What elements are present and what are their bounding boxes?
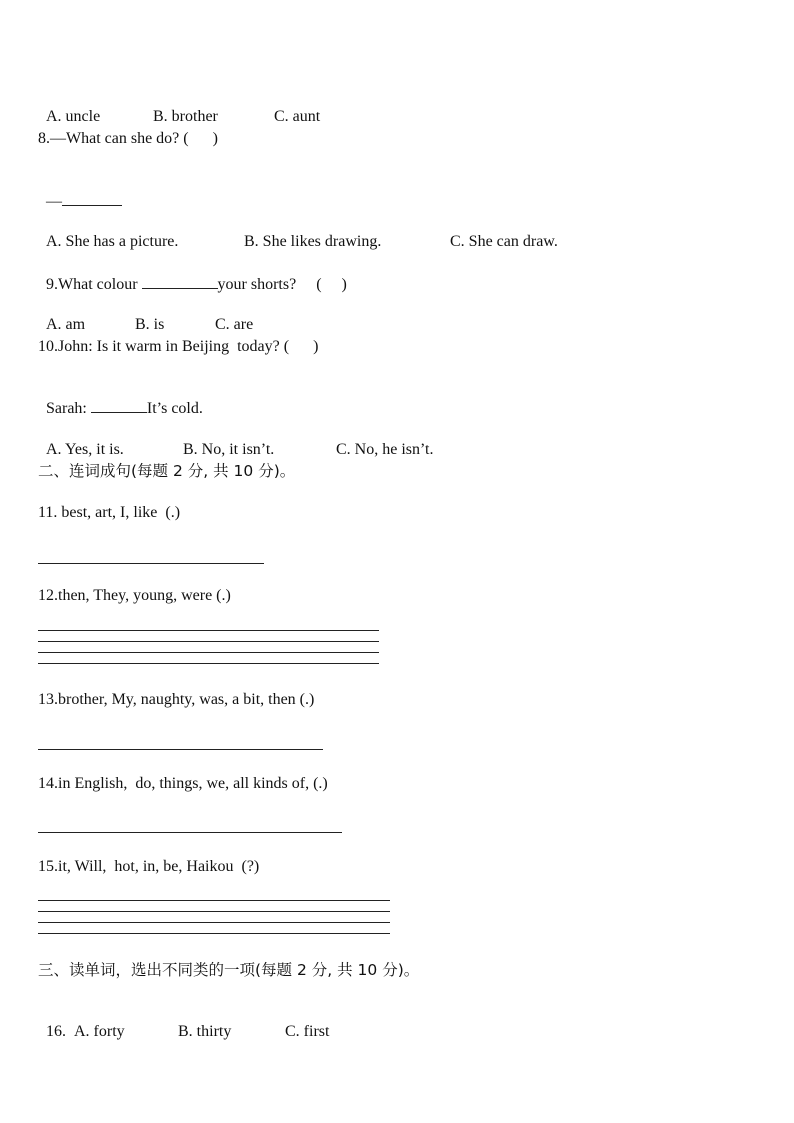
q16-option-c: C. first bbox=[285, 1023, 330, 1040]
q8-answer-line bbox=[38, 171, 122, 212]
q7-option-b: B. brother bbox=[153, 108, 218, 125]
q15-answer-line-2[interactable] bbox=[38, 911, 390, 912]
q10-answer-line bbox=[38, 378, 203, 419]
q16-option-a: A. forty bbox=[74, 1023, 125, 1040]
q8-dash: — bbox=[46, 193, 62, 210]
q12-question: 12.then, They, young, were (.) bbox=[38, 587, 231, 604]
q10-answer-suffix: It’s cold. bbox=[146, 400, 203, 417]
q16-option-b: B. thirty bbox=[178, 1023, 232, 1040]
q10-option-a: A. Yes, it is. bbox=[46, 441, 124, 458]
section-3-heading: 三、读单词，选出不同类的一项(每题 2 分, 共 10 分)。 bbox=[38, 961, 420, 979]
q10-question: 10.John: Is it warm in Beijing today? ( ) bbox=[38, 338, 319, 355]
section-2-heading: 二、连词成句(每题 2 分, 共 10 分)。 bbox=[38, 462, 296, 480]
q11-question: 11. best, art, I, like (.) bbox=[38, 504, 181, 521]
q9-option-b: B. is bbox=[135, 316, 165, 333]
q15-answer-line-3[interactable] bbox=[38, 922, 390, 923]
q9-suffix: your shorts? ( ) bbox=[217, 276, 347, 293]
q7-option-c: C. aunt bbox=[274, 108, 321, 125]
q14-question: 14.in English, do, things, we, all kinds of, (.) bbox=[38, 775, 328, 792]
q16-number: 16. bbox=[46, 1023, 66, 1040]
q9-question bbox=[38, 254, 347, 295]
q8-option-c: C. She can draw. bbox=[450, 233, 558, 250]
q15-question: 15.it, Will, hot, in, be, Haikou (?) bbox=[38, 858, 260, 875]
q9-option-a: A. am bbox=[46, 316, 86, 333]
q12-answer-line-2[interactable] bbox=[38, 641, 379, 642]
q9-options bbox=[38, 295, 253, 335]
q12-answer-line-1[interactable] bbox=[38, 630, 379, 631]
q8-option-a: A. She has a picture. bbox=[46, 233, 179, 250]
q15-answer-line-1[interactable] bbox=[38, 900, 390, 901]
q16-line bbox=[38, 1002, 329, 1042]
q10-blank bbox=[91, 398, 147, 413]
q15-answer-line-4[interactable] bbox=[38, 933, 390, 934]
q13-question: 13.brother, My, naughty, was, a bit, then (.) bbox=[38, 691, 315, 708]
q13-answer-line[interactable] bbox=[38, 749, 323, 750]
q10-option-b: B. No, it isn’t. bbox=[183, 441, 275, 458]
q12-answer-line-4[interactable] bbox=[38, 663, 379, 664]
q10-option-c: C. No, he isn’t. bbox=[336, 441, 434, 458]
q9-blank bbox=[142, 274, 218, 289]
q7-option-a: A. uncle bbox=[46, 108, 101, 125]
q9-prefix: 9.What colour bbox=[46, 276, 142, 293]
q8-blank bbox=[62, 191, 122, 206]
q14-answer-line[interactable] bbox=[38, 832, 342, 833]
q8-option-b: B. She likes drawing. bbox=[244, 233, 382, 250]
q7-options bbox=[38, 87, 320, 127]
q10-answer-prefix: Sarah: bbox=[46, 400, 91, 417]
q10-options bbox=[38, 420, 433, 460]
q11-answer-line[interactable] bbox=[38, 563, 264, 564]
q12-answer-line-3[interactable] bbox=[38, 652, 379, 653]
q8-options bbox=[38, 212, 558, 252]
q9-option-c: C. are bbox=[215, 316, 254, 333]
q8-question: 8.—What can she do? ( ) bbox=[38, 130, 218, 147]
